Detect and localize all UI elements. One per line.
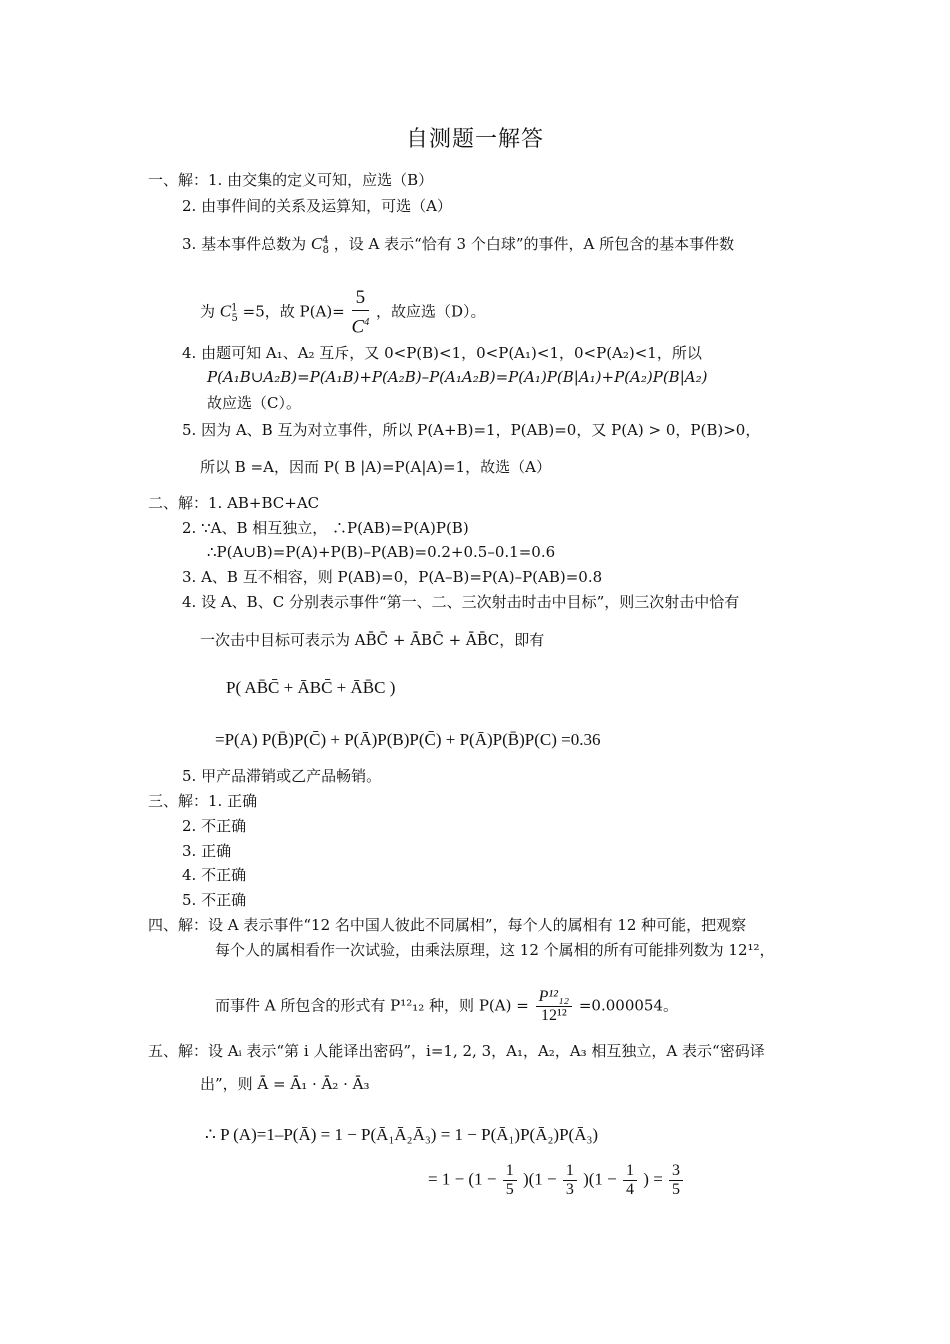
s5-line-1: 五、解：设 Aᵢ 表示“第 i 人能译出密码”，i=1, 2, 3，A₁，A₂，A₃ 相互独立，A 表示“密码译 — [148, 1042, 765, 1060]
s2-line-1: 二、解：1. AB+BC+AC — [148, 494, 320, 512]
s1-line-8: 5. 因为 A、B 互为对立事件，所以 P(A+B)=1，P(AB)=0，又 P(A) > 0，P(B)>0， — [182, 421, 761, 439]
s2-line-5: 4. 设 A、B、C 分别表示事件“第一、二、三次射击时击中目标”，则三次射击中恰有 — [182, 593, 740, 611]
s5-fraction-1 — [503, 1162, 517, 1199]
s2-line-3: ∴P(A∪B)=P(A)+P(B)–P(AB)=0.2+0.5–0.1=0.6 — [207, 543, 556, 561]
s1-line-3-a: 3. 基本事件总数为 — [182, 235, 307, 253]
s1-line-4-b: =5，故 P(A)= — [242, 302, 345, 321]
s1-line-3-c84: C — [310, 234, 323, 253]
s4-line-3-a: 而事件 A 所包含的形式有 P¹²₁₂ 种，则 P(A) = — [215, 996, 529, 1015]
s1-line-2: 2. 由事件间的关系及运算知，可选（A） — [182, 197, 452, 215]
s2-line-4: 3. A、B 互不相容，则 P(AB)=0，P(A–B)=P(A)–P(AB)=0.8 — [182, 568, 603, 586]
s5-line-4-b: )(1 − — [522, 1169, 557, 1189]
s5-fraction-3 — [623, 1162, 637, 1199]
s5-f3-num: 1 — [623, 1162, 637, 1181]
s1-line-7: 故应选（C）。 — [207, 394, 301, 412]
s4-line-3-b: =0.000054。 — [578, 996, 679, 1015]
s5-line-4-a: = 1 − (1 − — [428, 1169, 497, 1189]
s1-line-1: 一、解：1. 由交集的定义可知，应选（B） — [148, 171, 434, 189]
s5-line-3: ∴ P (A)=1–P(Ā) = 1 − P(Ā₁Ā₂Ā₃) = 1 − P(Ā₁)P(Ā₂)P(Ā₃) — [205, 1125, 599, 1144]
s2-line-7: P( AB̄C̄ + ĀBC̄ + ĀB̄C ) — [226, 678, 396, 697]
s4-fraction-num: P¹²₁₂ — [536, 988, 573, 1007]
s5-f3-den: 4 — [626, 1181, 635, 1198]
s2-line-9: 5. 甲产品滞销或乙产品畅销。 — [182, 767, 382, 785]
s2-line-6: 一次击中目标可表示为 AB̄C̄ + ĀBC̄ + ĀB̄C，即有 — [200, 631, 545, 649]
s4-fraction — [536, 988, 573, 1025]
s1-line-4: 为 $C^1_5 =5$，故 P(A)= $\frac{5}{C^4}$ ，故应选（D）。 — [200, 287, 486, 338]
s5-fraction-4 — [669, 1162, 683, 1199]
s5-f4-num: 3 — [669, 1162, 683, 1181]
s2-line-2: 2. ∵A、B 相互独立， ∴P(AB)=P(A)P(B) — [182, 519, 469, 537]
s5-line-2: 出”，则 Ā = Ā₁ · Ā₂ · Ā₃ — [200, 1075, 370, 1093]
s1-line-9: 所以 B =A，因而 P( B |A)=P(A|A)=1，故选（A） — [200, 458, 551, 476]
s2-line-8: =P(A) P(B̄)P(C̄) + P(Ā)P(B)P(C̄) + P(Ā)P(B̄)P(C) =0.36 — [215, 730, 601, 749]
s1-line-4-num: 5 — [352, 286, 370, 311]
s4-line-1: 四、解：设 A 表示事件“12 名中国人彼此不同属相”，每个人的属相有 12 种可能，把观察 — [148, 916, 747, 934]
s1-line-3-c: ，设 A 表示“恰有 3 个白球”的事件，A 所包含的基本事件数 — [333, 235, 735, 253]
s5-f2-num: 1 — [563, 1162, 577, 1181]
s4-line-2: 每个人的属相看作一次试验，由乘法原理，这 12 个属相的所有可能排列数为 12¹²， — [215, 941, 775, 959]
s5-f1-num: 1 — [503, 1162, 517, 1181]
s5-line-4 — [428, 1162, 685, 1199]
s1-line-5: 4. 由题可知 A₁、A₂ 互斥，又 0<P(B)<1，0<P(A₁)<1，0<P(A₂)<1，所以 — [182, 344, 702, 362]
s4-line-3 — [215, 988, 678, 1025]
s3-line-5: 5. 不正确 — [182, 891, 247, 909]
s3-line-3: 3. 正确 — [182, 842, 232, 860]
s1-line-4-a: 为 — [200, 302, 216, 321]
s5-f2-den: 3 — [565, 1181, 574, 1198]
s5-f1-den: 5 — [505, 1181, 514, 1198]
s1-line-4-den: C — [351, 316, 365, 338]
s5-line-4-d: ) = — [643, 1169, 663, 1189]
page-title: 自测题一解答 — [405, 127, 544, 152]
s3-line-2: 2. 不正确 — [182, 817, 247, 835]
s1-line-6: P(A₁B∪A₂B)=P(A₁B)+P(A₂B)–P(A₁A₂B)=P(A₁)P(B|A₁)+P(A₂)P(B|A₂) — [207, 368, 708, 386]
s5-line-4-c: )(1 − — [583, 1169, 617, 1189]
s1-line-3: 3. 基本事件总数为 $C^4_8$ ，设 A 表示“恰有 3 个白球”的事件，A 所包含的基本事件数 — [182, 234, 735, 256]
s5-fraction-2 — [563, 1162, 577, 1199]
s1-line-4-fraction: $\frac{5}{C^4}$ — [351, 287, 370, 338]
s1-line-4-c: ，故应选（D）。 — [376, 302, 486, 321]
s3-line-1: 三、解：1. 正确 — [148, 792, 258, 810]
s5-f4-den: 5 — [672, 1181, 681, 1198]
s4-fraction-den: 12¹² — [541, 1007, 567, 1024]
s3-line-4: 4. 不正确 — [182, 866, 247, 884]
